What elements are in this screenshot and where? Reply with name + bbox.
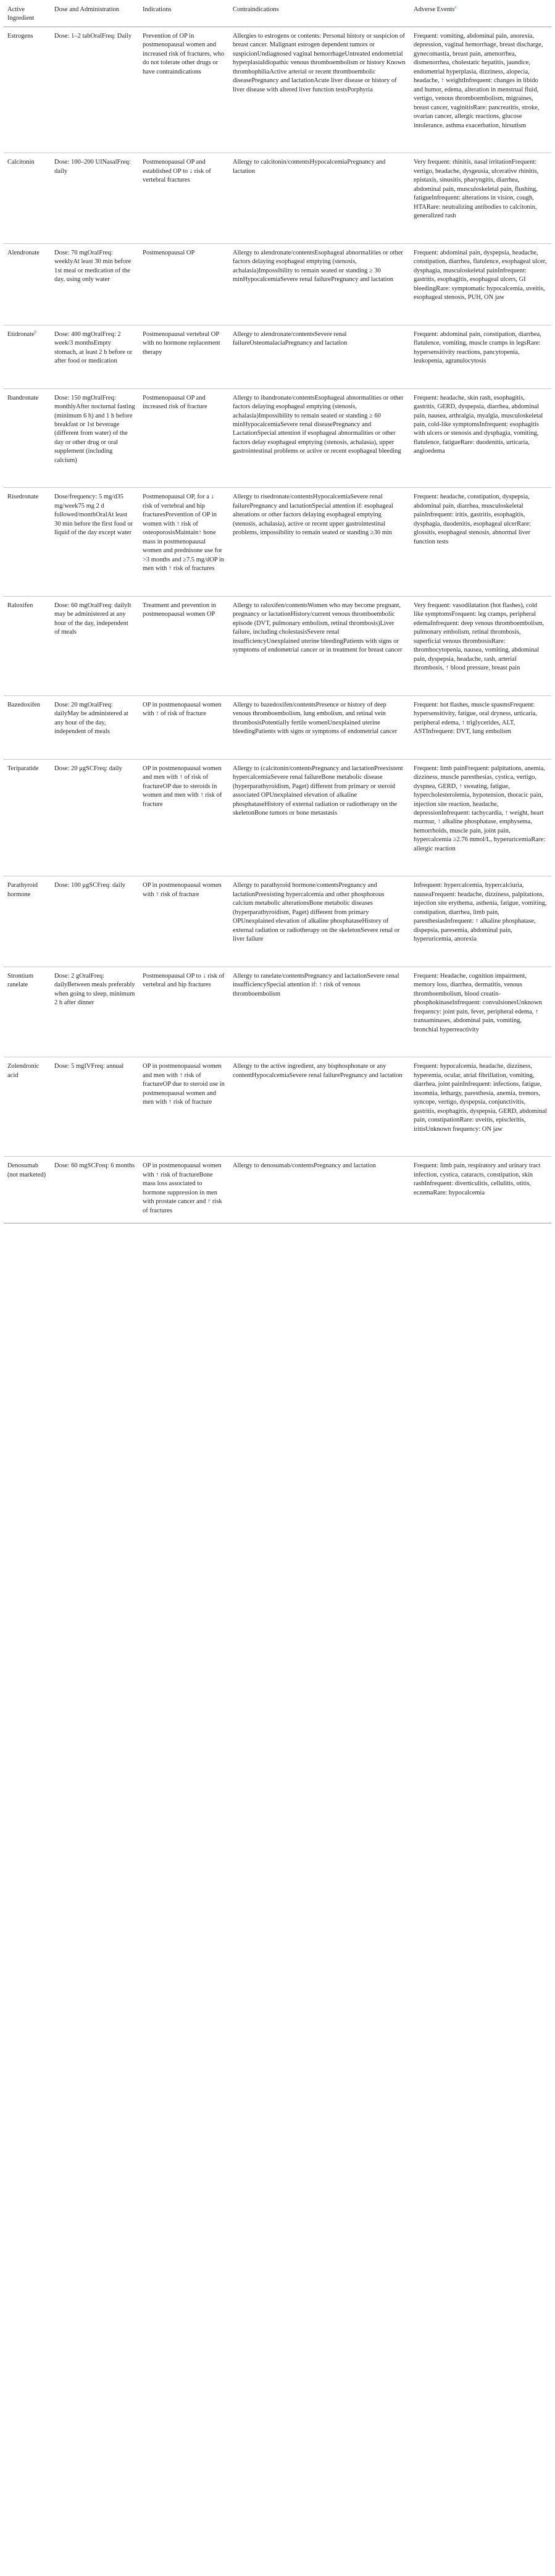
cell-indications: Prevention of OP in postmenopausal women and increased risk of fractures, who do not tolerate other drugs or have contraindications (139, 27, 229, 153)
header-contraindications: Contraindications (229, 4, 410, 27)
cell-adverse-events: Frequent: abdominal pain, dyspepsia, headache, constipation, diarrhea, flatulence, esophageal ulcer, dysphagia, musculoskeletal painInfrequent: gastritis, esophagitis, esophageal ulcers, GI bleedingRare: symptomatic hypocalcemia, uveitis, esophageal stenosis, PUH, ON jaw (410, 243, 551, 325)
cell-dose: Dose: 150 mgOralFreq: monthlyAfter nocturnal fasting (minimum 6 h) and 1 h before breakfast or 1st beverage (different from water) of the day or other drug or oral supplement (including calcium) (51, 388, 139, 488)
cell-indications: OP in postmenopausal women and men with ↑ of risk of fractureOP due to steroids in women and men with ↑ risk of fracture (139, 759, 229, 876)
header-indications: Indications (139, 4, 229, 27)
cell-contraindications: Allergy to parathyroid hormone/contentsPregnancy and lactationPreexisting hypercalcemia and other phosphorous calcium metabolic alterationsBone metabolic diseases (hyperparathyroidism, Paget) different from primary OPUnexplained elevation of alkaline phosphataseHistory of external radiation or radiotherapy on the skeletonSevere renal or liver failure (229, 876, 410, 967)
cell-dose: Dose: 60 mgSCFreq: 6 months (51, 1157, 139, 1223)
cell-indications: Postmenopausal OP and established OP to ↓ risk of vertebral fractures (139, 153, 229, 243)
cell-contraindications: Allergy to alendronate/contentsSevere renal failureOsteomalaciaPregnancy and lactation (229, 325, 410, 388)
cell-contraindications: Allergy to ibandronate/contentsEsophageal abnormalities or other factors delaying esophageal emptying (stenosis, achalasia)Impossibility to remain seated or standing ≥ 60 minHypocalcemiaSevere renal diseasePregnancy and LactationSpecial attention if esophageal abnormalities or other factors delay esophageal emptying (stenosis, achalasia), upper gastrointestinal problems or active or recent esophageal bleeding (229, 388, 410, 488)
cell-contraindications: Allergy to risedronate/contentsHypocalcemiaSevere renal failurePregnancy and lactationSpecial attention if: esophageal alterations or other factors delaying esophageal emptying (stenosis, achalasia), active or recent upper gastrointestinal problems, impossibility to remain seated or standing ≥30 min (229, 488, 410, 596)
table-row (4, 243, 551, 325)
cell-indications: OP in postmenopausal women with ↑ risk of fractureBone mass loss associated to hormone suppression in men with prostate cancer and ↑ risk of fractures (139, 1157, 229, 1223)
table-body (4, 27, 551, 1223)
cell-dose: Dose: 1–2 tabOralFreq: Daily (51, 27, 139, 153)
cell-dose: Dose: 100 μgSCFreq: daily (51, 876, 139, 967)
cell-indications: Postmenopausal OP, for a ↓ risk of vertebral and hip fracturesPrevention of OP in women with ↑ risk of osteoporosisMaintain↑ bone mass in postmenopausal women and prednisone use for >3 months and ≥7.5 mg/dOP in men with ↑ risk of fractures (139, 488, 229, 596)
table-row (4, 759, 551, 876)
cell-adverse-events: Frequent: hypocalcemia, headache, dizziness, hyperemia, ocular, atrial fibrillation, vomiting, diarrhea, joint painInfrequent: infections, fatigue, insomnia, lethargy, paresthesia, anemia, tremors, syncope, vertigo, dyspepsia, conjunctivitis, gastritis, esophagitis, dyspepsia, GERD, abdominal pain, constipationRare: uveitis, episcleritis, iritisUnknown frequency: ON jaw (410, 1057, 551, 1157)
drug-table-container (4, 4, 551, 1223)
table-row (4, 153, 551, 243)
cell-ingredient: Strontium ranelate (4, 967, 51, 1057)
cell-ingredient: Teriparatide (4, 759, 51, 876)
cell-indications: Treatment and prevention in postmenopausal women OP (139, 596, 229, 695)
cell-dose: Dose: 20 mgOralFreq: dailyMay be administered at any hour of the day, independent of meals (51, 695, 139, 759)
cell-contraindications: Allergy to denosumab/contentsPregnancy and lactation (229, 1157, 410, 1223)
table-row (4, 27, 551, 153)
footnote-link[interactable]: b (34, 329, 37, 335)
cell-ingredient: Raloxifen (4, 596, 51, 695)
table-row (4, 967, 551, 1057)
cell-dose: Dose: 5 mgIVFreq: annual (51, 1057, 139, 1157)
header-dose-administration: Dose and Administration (51, 4, 139, 27)
cell-ingredient: Calcitonin (4, 153, 51, 243)
cell-ingredient: Ibandronate (4, 388, 51, 488)
cell-ingredient: Risedronate (4, 488, 51, 596)
table-row (4, 488, 551, 596)
table-row (4, 695, 551, 759)
cell-contraindications: Allergy to raloxifen/contentsWomen who may become pregnant, pregnancy or lactationHistory/current venous thromboembolic episode (DVT, pulmonary embolism, retinal thrombosis)Liver failure, including cholestasisSevere renal insufficiencyUnexplained uterine bleedingPatients with signs or symptoms of endometrial cancer or in treatment for breast cancer (229, 596, 410, 695)
header-row (4, 4, 551, 27)
cell-indications: Postmenopausal OP to ↓ risk of vertebral and hip fractures (139, 967, 229, 1057)
cell-adverse-events: Frequent: Headache, cognition impairment, memory loss, diarrhea, dermatitis, venous thromboembolism, blood creatin-phosphokinaseInfrequent: convulsionesUnknown frequency: joint pain, fever, peripheral edema, ↑ transaminases, abdominal pain, vomiting, bronchial hyperreactivity (410, 967, 551, 1057)
cell-contraindications: Allergy to calcitonin/contentsHypocalcemiaPregnancy and lactation (229, 153, 410, 243)
cell-ingredient: Zolendronic acid (4, 1057, 51, 1157)
table-row (4, 1157, 551, 1223)
cell-adverse-events: Frequent: vomiting, abdominal pain, anorexia, depression, vaginal hemorrhage, breast discharge, gynecomastia, breast pain, amenorrhea, dismenorrhea, cholestatic hepatitis, jaundice, endometrial hyperplasia, dizziness, alopecia, headache, ↑ weightInfrequent: changes in libido and humor, edema, alteration in menstrual fluid, vertigo, venous thromboembolism, migraines, breast cancer, vaginitisRare: pancreatitis, stroke, ovarian cancer, allergic reactions, glucose intolerance, asthma exacerbation, hirsutism (410, 27, 551, 153)
cell-dose: Dose: 100–200 UINasalFreq: daily (51, 153, 139, 243)
cell-indications: Postmenopausal vertebral OP with no hormone replacement therapy (139, 325, 229, 388)
cell-contraindications: Allergy to alendronate/contentsEsophageal abnormalities or other factors delaying esophageal emptying (stenosis, achalasia)Impossibility to remain seated or standing ≥ 30 minHypocalcemiaSevere renal failurePregnancy and lactation (229, 243, 410, 325)
osteoporosis-drug-table (4, 4, 551, 1223)
cell-adverse-events: Infrequent: hypercalcemia, hypercalciuria, nauseaFrequent: headache, dizziness, palpitations, injection site erythema, asthenia, fatigue, vomiting, constipation, diarrhea, limb pain, paresthesiasInfrequent: ↑ alkaline phosphatase, dispepsia, paresemia, abdominal pain, hyperuricemia, anorexia (410, 876, 551, 967)
table-row (4, 1057, 551, 1157)
cell-indications: OP in postmenopausal women with ↑ risk of fracture (139, 876, 229, 967)
cell-indications: OP in postmenopausal women and men with ↑ risk of fractureOP due to steroid use in postmenopausal women and men with ↑ risk of fracture (139, 1057, 229, 1157)
cell-ingredient: Alendronate (4, 243, 51, 325)
cell-adverse-events: Frequent: limb painFrequent: palpitations, anemia, dizziness, muscle paresthesias, cystica, vertigo, dyspnea, GERD, ↑ sweating, fatigue, hypercholesterolemia, hypotension, thoracic pain, injection site reaction, headache, depressionInfrequent: tachycardia, ↑ weight, heart murmur, ↑ alkaline phosphatase, emphysema, hemorrhoids, muscle pain, joint pain, hypercalcemia ≥2.76 mmol/L, hyperuricemiaRare: allergic reaction (410, 759, 551, 876)
cell-contraindications: Allergy to the active ingredient, any bisphosphonate or any contentHypocalcemiaSevere renal failurePregnancy and lactation (229, 1057, 410, 1157)
cell-ingredient: Etidronate$^b$ (4, 325, 51, 388)
cell-adverse-events: Frequent: hot flashes, muscle spasmsFrequent: hypersensitivity, fatigue, oral dryness, urticaria, peripheral edema, ↑ triglycerides, ALT, ASTInfrequent: DVT, lung embolism (410, 695, 551, 759)
table-row (4, 388, 551, 488)
cell-contraindications: Allergy to (calcitonin/contentsPregnancy and lactationPreexistent hypercalcemiaSevere renal failureBone metabolic disease (hyperparathyroidism, Paget) different from primary or steroid associated OPUnexplained elevation of alkaline phosphataseHistory of external radiation or radiotherapy on the skeletonBone tumors or bone metastasis (229, 759, 410, 876)
cell-dose: Dose: 400 mgOralFreq: 2 week/3 monthsEmpty stomach, at least 2 h before or after food or medication (51, 325, 139, 388)
cell-indications: OP in postmenopausal women with ↑ of risk of fracture (139, 695, 229, 759)
cell-contraindications: Allergy to ranelate/contentsPregnancy and lactationSevere renal insufficiencySpecial attention if: ↑ risk of venous thromboembolism (229, 967, 410, 1057)
cell-adverse-events: Frequent: limb pain, respiratory and urinary tract infection, cystica, cataracts, constipation, skin rashInfrequent: diverticulitis, cellulitis, otitis, eczemaRare: hypocalcemia (410, 1157, 551, 1223)
cell-dose: Dose: 2 gOralFreq: dailyBetween meals preferably when going to sleep, minimum 2 h after dinner (51, 967, 139, 1057)
cell-ingredient: Bazedoxifen (4, 695, 51, 759)
table-row (4, 596, 551, 695)
cell-adverse-events: Frequent: headache, constipation, dyspepsia, abdominal pain, diarrhea, musculoskeletal painInfrequent: iritis, gastritis, esophagitis, dysphagia, duodenitis, esophageal ulcerRare: glossitis, esophageal stenosis, abnormal liver function tests (410, 488, 551, 596)
table-row (4, 325, 551, 388)
table-row (4, 876, 551, 967)
cell-ingredient: Estrogens (4, 27, 51, 153)
cell-indications: Postmenopausal OP (139, 243, 229, 325)
footnote-link[interactable]: a (454, 4, 457, 10)
cell-dose: Dose/frequency: 5 mg/d35 mg/week75 mg 2 d followed/monthOralAt least 30 min before the first food or liquid of the day except water (51, 488, 139, 596)
cell-ingredient: Parathyroid hormone (4, 876, 51, 967)
header-active-ingredient: Active Ingredient (4, 4, 51, 27)
cell-adverse-events: Frequent: abdominal pain, constipation, diarrhea, flatulence, vomiting, muscle cramps in legsRare: hypersensitivity reactions, pancytopenia, leukopenia, agranulocytosis (410, 325, 551, 388)
cell-dose: Dose: 60 mgOralFreq: dailyIt may be administered at any hour of the day, independent of meals (51, 596, 139, 695)
cell-contraindications: Allergy to bazedoxifen/contentsPresence or history of deep venous thromboembolism, lung embolism, and retinal vein thrombosisPotentially fertile womenUnexplained uterine bleedingPatients with signs or symptoms of endometrial cancer (229, 695, 410, 759)
cell-dose: Dose: 70 mgOralFreq: weeklyAt least 30 min before 1st meal or medication of the day, using only water (51, 243, 139, 325)
cell-adverse-events: Very frequent: rhinitis, nasal irritationFrequent: vertigo, headache, dysgeusia, ulcerative rhinitis, epistaxis, sinusitis, pharyngitis, diarrhea, abdominal pain, musculoskeletal pain, flushing, fatigueInfrequent: alterations in vision, cough, HTARare: neutralizing antibodies to calcitonin, generalized rash (410, 153, 551, 243)
table-header (4, 4, 551, 27)
cell-dose: Dose: 20 μgSCFreq: daily (51, 759, 139, 876)
cell-indications: Postmenopausal OP and increased risk of fracture (139, 388, 229, 488)
header-adverse-events: Adverse Events$^a$ (410, 4, 551, 27)
cell-ingredient: Denosumab (not marketed) (4, 1157, 51, 1223)
cell-adverse-events: Very frequent: vasodilatation (hot flashes), cold like symptomsFrequent: leg cramps, peripheral edemaInfrequent: deep venous thromboembolism, pulmonary embolism, retinal thrombosis, superficial venous thrombosisRare: thrombocytopenia, nausea, vomiting, abdominal pain, dyspepsia, headache, rash, arterial thrombosis, ↑ blood pressure, breast pain (410, 596, 551, 695)
cell-contraindications: Allergies to estrogens or contents: Personal history or suspicion of breast cancer. Malignant estrogen dependent tumors or suspicionUndiagnosed vaginal hemorrhageUntreated endometrial hyperplasiaIdiopathic venous thromboembolism or history Known thrombophiliaActive arterial or recent thromboembolic diseasePregnancy and lactationAcute liver disease or history of liver disease with altered liver function testsPorphyria (229, 27, 410, 153)
cell-adverse-events: Frequent: headache, skin rash, esophagitis, gastritis, GERD, dyspepsia, diarrhea, abdominal pain, nausea, arthralgia, myalgia, musculoskeletal pain, cold-like symptomsInfrequent: esophagitis with ulcers or stenosis and dysphagia, vomiting, flatulence, fatigueRare: duodenitis, urticaria, angioedema (410, 388, 551, 488)
